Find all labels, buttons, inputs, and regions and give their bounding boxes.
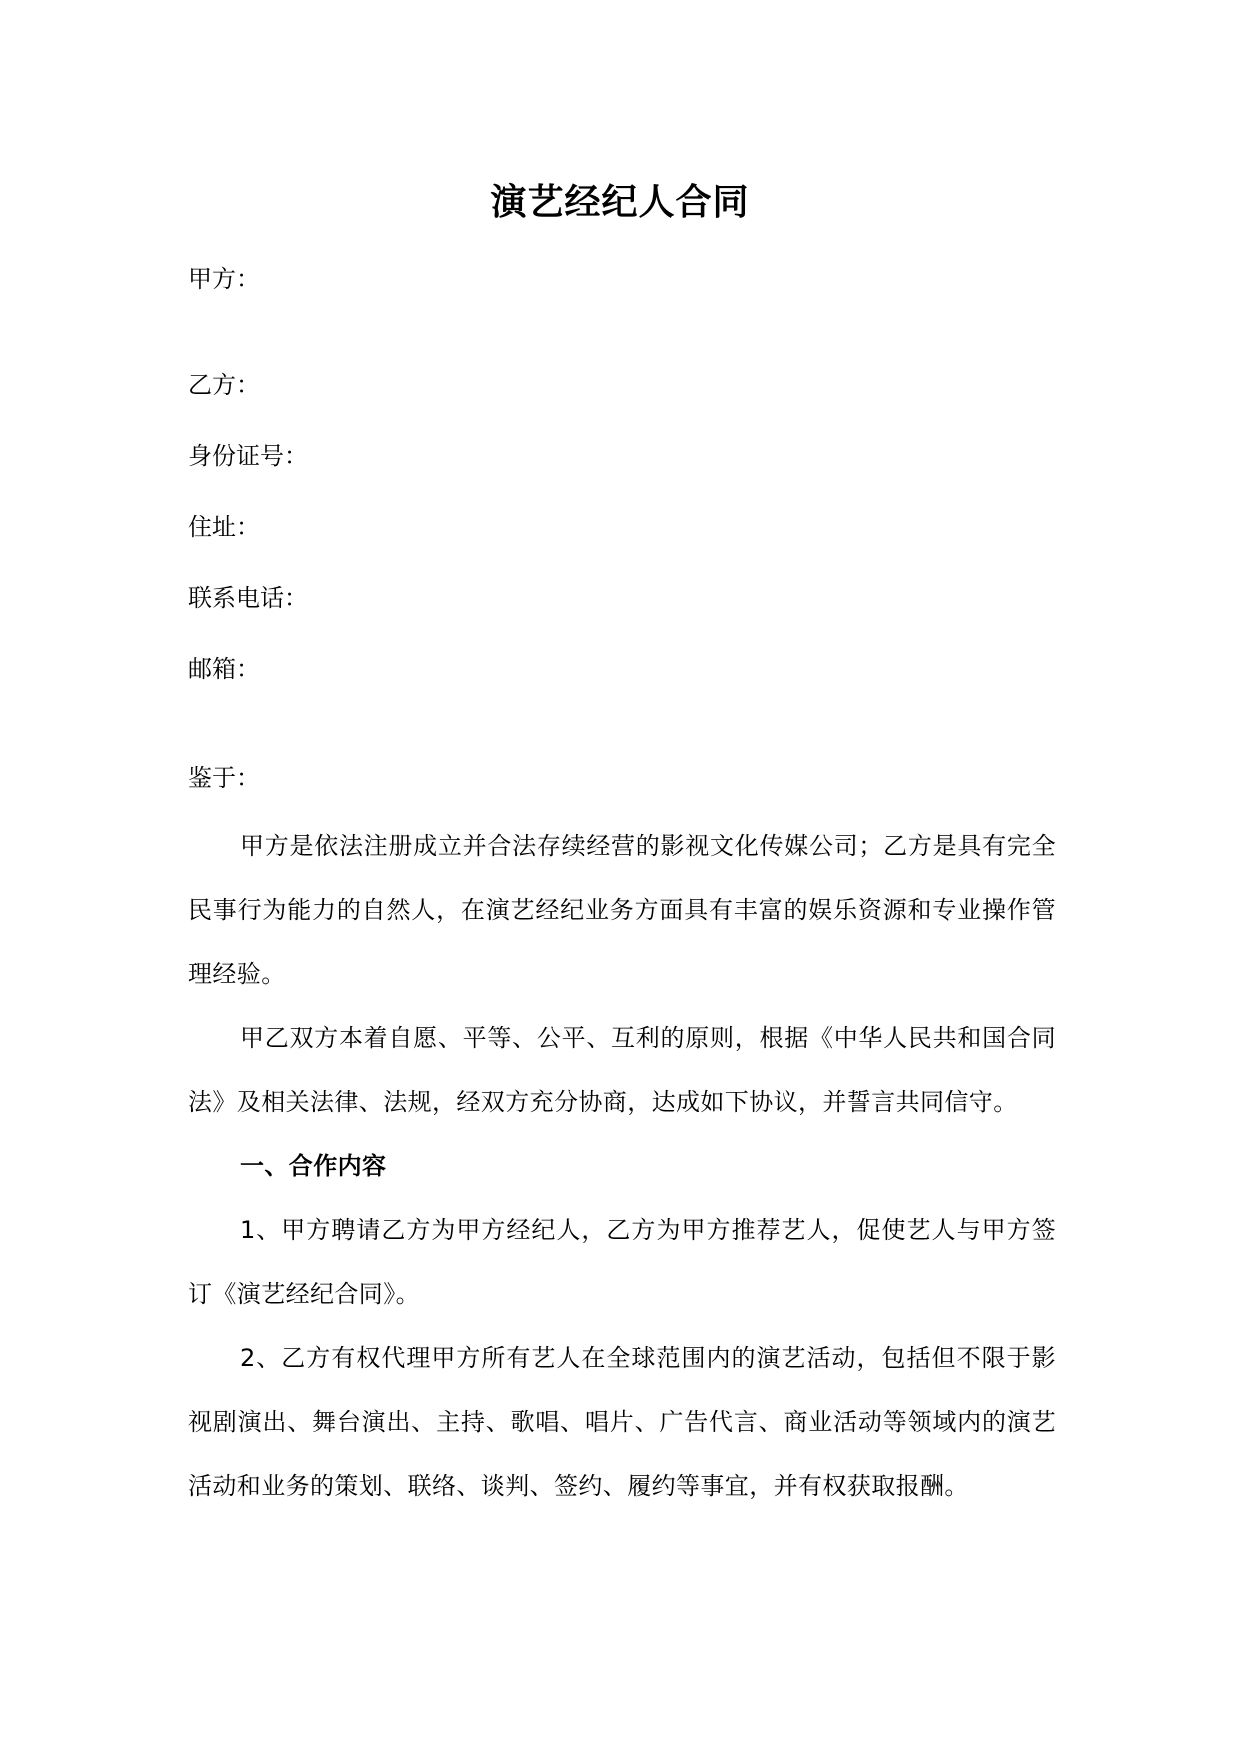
address-label: 住址： <box>188 513 260 541</box>
phone-label: 联系电话： <box>188 584 308 612</box>
section-heading-cooperation: 一、合作内容 <box>240 1152 387 1180</box>
phone-field <box>188 580 318 616</box>
id-number-field <box>188 438 318 474</box>
party-a-field <box>188 261 270 297</box>
address-field <box>188 509 270 545</box>
clause-2: 2、乙方有权代理甲方所有艺人在全球范围内的演艺活动，包括但不限于影视剧演出、舞台演出、主持、歌唱、唱片、广告代言、商业活动等领域内的演艺活动和业务的策划、联络、谈判、签约、履约等事宜，并有权获取报酬。 <box>188 1344 1056 1500</box>
id-number-label: 身份证号： <box>188 442 308 470</box>
document-title: 演艺经纪人合同 <box>490 182 750 223</box>
email-field <box>188 651 270 687</box>
clause-1: 1、甲方聘请乙方为甲方经纪人，乙方为甲方推荐艺人，促使艺人与甲方签订《演艺经纪合同》。 <box>188 1216 1056 1308</box>
party-a-label: 甲方： <box>188 265 260 293</box>
party-b-label: 乙方： <box>188 371 260 399</box>
whereas-paragraph-principle: 甲乙双方本着自愿、平等、公平、互利的原则，根据《中华人民共和国合同法》及相关法律、法规，经双方充分协商，达成如下协议，并誓言共同信守。 <box>188 1024 1056 1116</box>
whereas-label: 鉴于： <box>188 764 260 792</box>
contract-body <box>188 814 1056 1518</box>
email-label: 邮箱： <box>188 655 260 683</box>
party-b-field <box>188 367 270 403</box>
whereas-paragraph-company: 甲方是依法注册成立并合法存续经营的影视文化传媒公司；乙方是具有完全民事行为能力的自然人，在演艺经纪业务方面具有丰富的娱乐资源和专业操作管理经验。 <box>188 832 1056 988</box>
